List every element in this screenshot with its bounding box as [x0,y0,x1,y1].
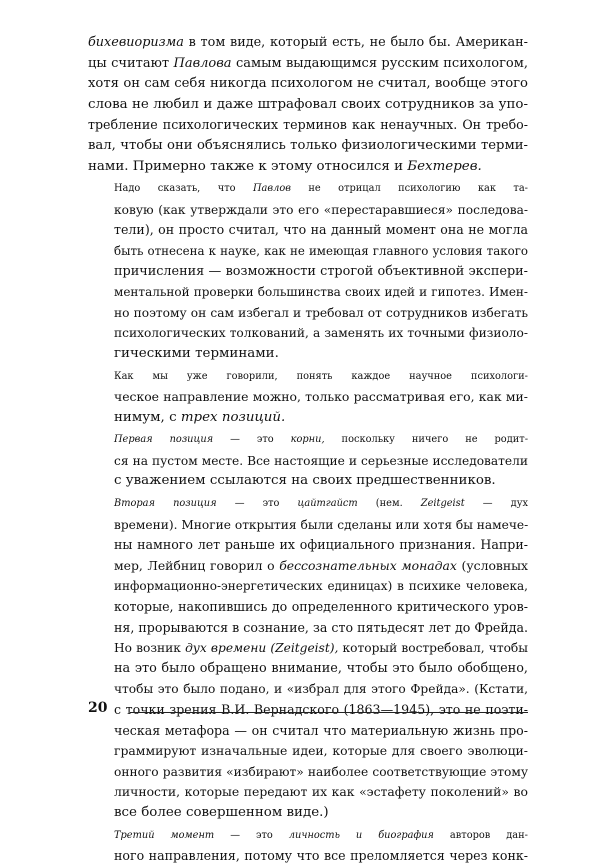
text-run: (условных [456,557,528,573]
italic-run: цайтгайст [297,498,358,510]
text-line [88,803,528,824]
page-footer [88,700,528,720]
text-run: все более совершенном виде.) [114,804,329,820]
text-run: ческая метафора — он считал что материальную жизнь про- [114,722,528,738]
paragraph [88,826,528,867]
text-line [88,179,528,200]
italic-run: Вторая позиция [114,498,217,510]
text-run: авторов дан- [433,829,528,841]
text-run: причисления — возможности строгой объективной экспери- [114,263,528,279]
text-run: — это [213,434,291,446]
text-line [88,576,528,597]
text-run: требление психологических терминов как ненаучных. Он требо- [88,117,528,133]
text-line [88,408,528,429]
text-line [88,618,528,639]
text-line [88,367,528,388]
text-line [88,679,528,700]
italic-run: трех позиций. [180,409,286,425]
text-run: не отрицал психологию как та- [290,183,528,195]
italic-run: Бехтерев. [407,158,482,174]
text-run: но поэтому он сам избегал и требовал от сотрудников избегать [114,305,528,320]
text-run: граммируют изначальные идеи, которые для своего эволюци- [114,743,528,759]
italic-run: бихевиоризма [88,35,184,50]
text-run: Надо сказать, что [114,183,253,195]
text-run: который востребовал, чтобы [338,641,528,656]
text-line [88,430,528,451]
text-line [88,782,528,803]
text-line [88,33,528,54]
text-run: с точки зрения В.И. Вернадского (1863—1945), это не поэти- [114,702,528,717]
paragraph [88,430,528,492]
text-line [88,282,528,303]
text-run: — это [214,829,289,841]
text-line [88,515,528,536]
text-line [88,535,528,556]
italic-run: дух времени (Zeitgeist), [185,641,339,656]
text-line [88,303,528,324]
text-run: мер, Лейбниц говорил о [114,557,280,573]
text-line [88,762,528,783]
text-run: ментальной проверки большинства своих идей и гипотез. Имен- [114,285,528,300]
text-line [88,200,528,221]
text-run: — дух [464,498,528,510]
text-line [88,741,528,762]
text-line [88,262,528,283]
italic-run: бессознательных монадах [279,557,457,573]
text-run: тели), он просто считал, что на данный момент она не могла [114,222,528,238]
italic-run: личность и биография [288,829,434,841]
italic-run: Павлов [253,183,291,195]
text-run: нами. Примерно также к этому относился и [88,158,408,174]
text-run: нимум, с [114,409,181,425]
text-run: гическими терминами. [114,345,279,361]
text-run: на это было обращено внимание, чтобы это было обобщено, [114,660,528,676]
text-run: которые, накопившись до определенного критического уров- [114,599,528,615]
text-run: Но возник [114,641,186,656]
text-line [88,344,528,365]
paragraph [88,179,528,364]
text-run: в том виде, который есть, не было бы. Американ- [183,35,528,50]
text-run: ческое направление можно, только рассматривая его, как ми- [114,389,528,405]
text-line [88,721,528,742]
text-run: времени). Многие открытия были сделаны или хотя бы намече- [114,517,529,532]
text-line [88,387,528,408]
text-run: Как мы уже говорили, понять каждое научное психологи- [114,370,528,382]
footer-rule [130,712,528,713]
text-line [88,95,528,116]
text-run: чтобы это было подано, и «избрал для этого Фрейда». (Кстати, [114,682,528,697]
text-run: вал, чтобы они объяснялись только физиологическими терми- [88,137,528,153]
page-number: 20 [88,700,108,716]
page-body [88,33,528,867]
text-line [88,241,528,262]
text-run: ковую (как утверждали это его «перестаравшиеся» последова- [114,202,528,217]
text-run: ся на пустом месте. Все настоящие и серьезные исследователи [114,453,528,468]
text-line [88,556,528,577]
text-line [88,157,528,178]
text-run: личности, которые передают их как «эстафету поколений» во [114,784,528,800]
text-run: хотя он сам себя никогда психологом не считал, вообще этого [88,76,528,92]
text-run: ня, прорываются в сознание, за сто пятьдесят лет до Фрейда. [114,619,528,635]
text-line [88,638,528,659]
text-run: (нем. [357,498,421,510]
text-run: ны намного лет раньше их официального признания. Напри- [114,537,528,553]
italic-run: корни, [290,434,325,446]
italic-run: Павлова [173,55,232,71]
text-run: поскольку ничего не родит- [324,434,528,446]
text-line [88,451,528,472]
text-line [88,115,528,136]
text-run: цы считают [88,55,174,71]
text-line [88,597,528,618]
paragraph [88,367,528,429]
paragraph [88,494,528,824]
text-line [88,846,528,867]
text-run: с уважением ссылаются на своих предшественников. [114,473,496,489]
text-run: информационно-энергетических единицах) в психике человека, [114,579,528,594]
text-run: слова не любил и даже штрафовал своих сотрудников за упо- [88,96,528,112]
text-line [88,659,528,680]
text-line [88,471,528,492]
text-run: самым выдающимся русским психологом, [231,55,528,71]
text-line [88,323,528,344]
text-run: психологических толкований, а заменять их точными физиоло- [114,326,528,341]
text-run: ного направления, потому что все преломляется через конк- [114,848,528,864]
italic-run: Zeitgeist [420,498,465,510]
italic-run: Первая позиция [114,434,214,446]
text-line [88,826,528,847]
text-line [88,54,528,75]
text-run: быть отнесена к науке, как не имеющая главного условия такого [114,243,528,258]
text-line [88,220,528,241]
text-line [88,136,528,157]
italic-run: Третий момент [114,829,215,841]
text-run: — это [216,498,298,510]
text-line [88,74,528,95]
paragraph [88,33,528,177]
text-run: онного развития «избирают» наиболее соответствующие этому [114,764,528,779]
text-line [88,494,528,515]
